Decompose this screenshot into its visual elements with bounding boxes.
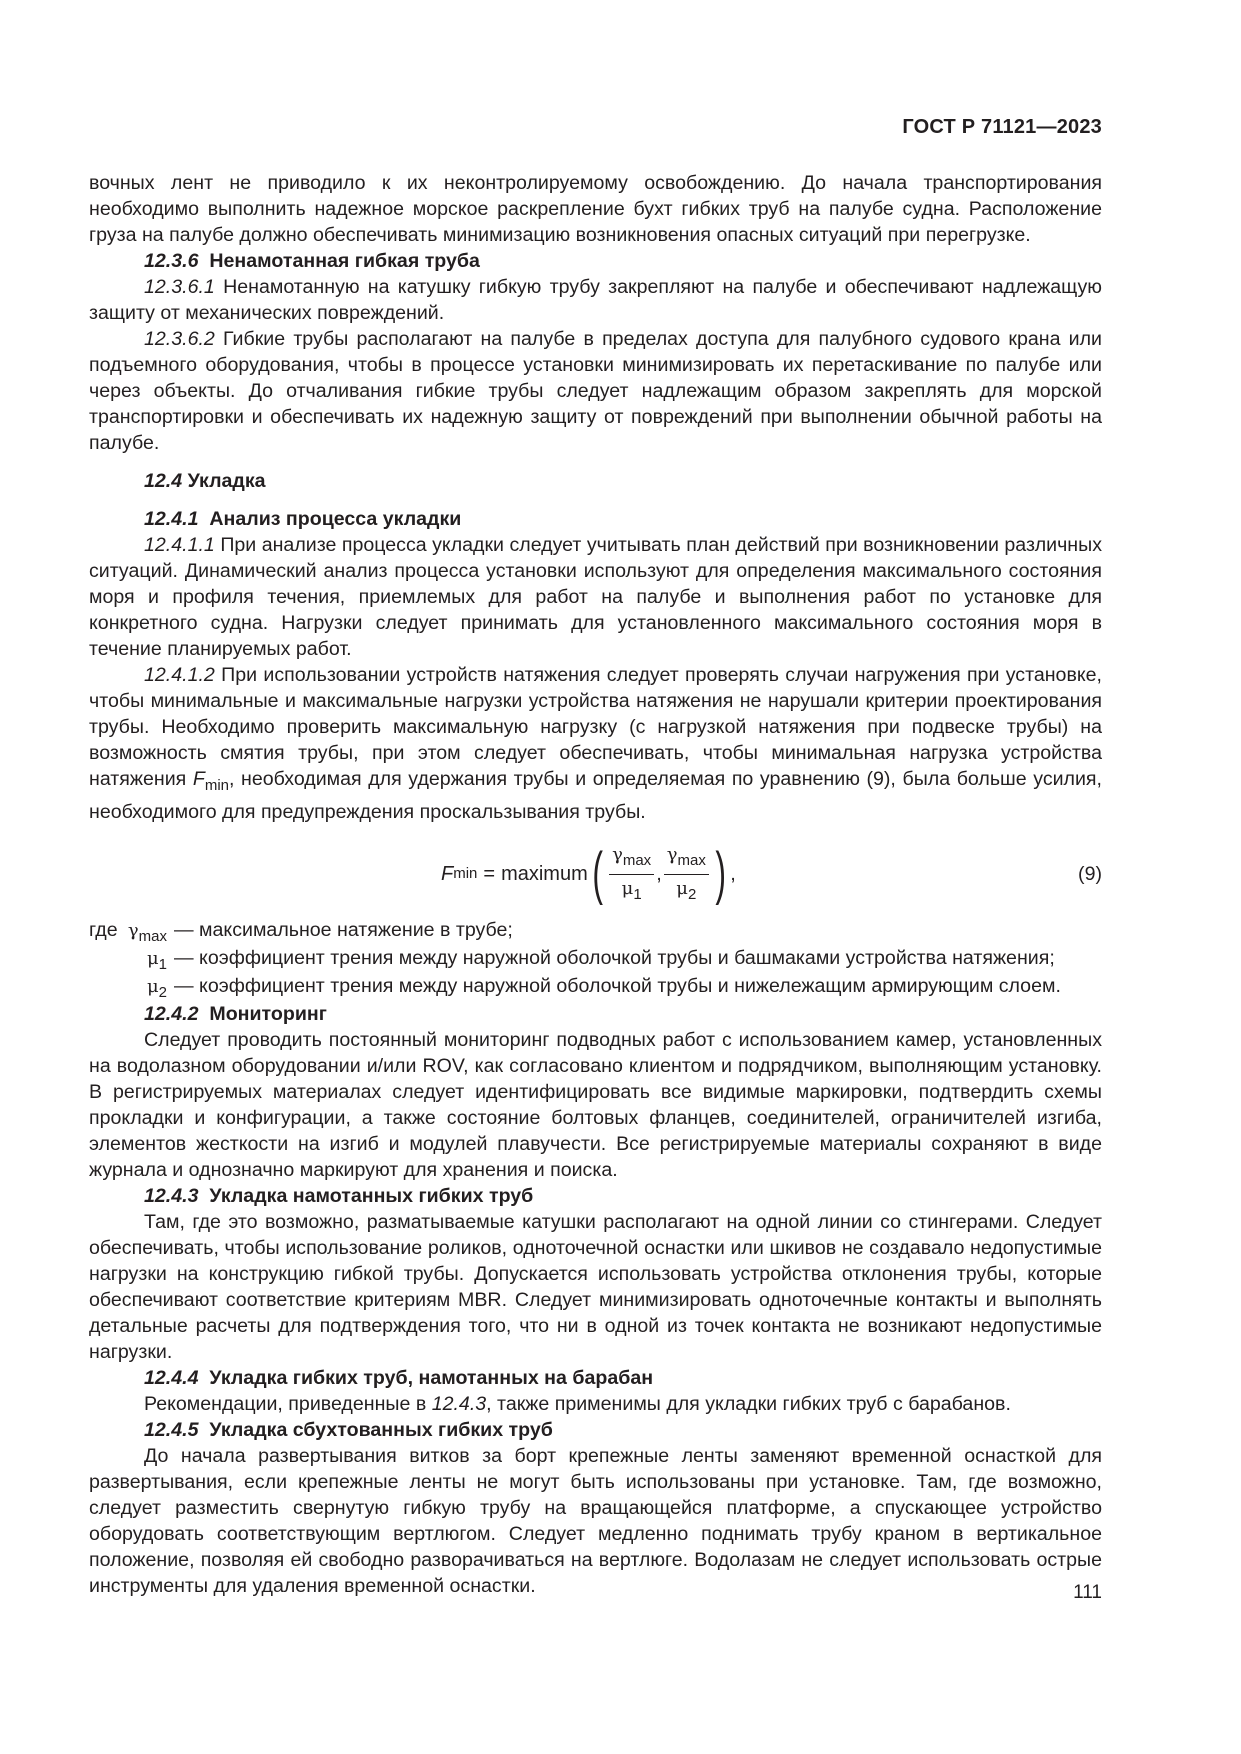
fraction-2 bbox=[664, 843, 709, 906]
legend-prefix: где bbox=[89, 919, 118, 941]
lhs-variable: F bbox=[441, 863, 454, 885]
section-number: 12.4.2 bbox=[144, 1003, 199, 1025]
heading-12-4-5 bbox=[89, 1417, 1102, 1443]
paragraph-12-4-5: До начала развертывания витков за борт крепежные ленты заменяют временной оснасткой для развертывания, если крепежные ленты не могут быть использованы при установке. Там, где возможно, следует разместить свернутую гибкую трубу на вращающейся платформе, а спускающее устройство оборудовать соответствующим вертлюгом. Следует медленно поднимать трубу краном в вертикальное положение, позволяя ей свободно разворачиваться на вертлюге. Водолазам не следует использовать острые инструменты для удаления временной оснастки. bbox=[89, 1445, 1102, 1597]
section-number: 12.4 bbox=[144, 470, 183, 492]
fraction-numerator bbox=[664, 843, 709, 875]
legend-text: максимальное натяжение в трубе; bbox=[199, 919, 513, 941]
lhs-subscript: min bbox=[453, 865, 478, 882]
section-number: 12.3.6 bbox=[144, 250, 199, 272]
section-title: Ненамотанная гибкая труба bbox=[209, 250, 480, 272]
legend-dash: — bbox=[174, 975, 194, 997]
section-number: 12.4.3 bbox=[144, 1185, 199, 1207]
clause-text: При использовании устройств натяжения следует проверять случаи нагружения при установке, чтобы минимальные и максимальные нагрузки устройства натяжения не нарушали критерии проектирования трубы. Необходимо проверить максимальную нагрузку (с нагрузкой натяжения при подвеске трубы) на возможность смятия трубы, при этом следует обеспечивать, чтобы минимальная нагрузка устройства натяжения bbox=[89, 664, 1102, 790]
fraction-1 bbox=[609, 843, 654, 906]
symbol-subscript: max bbox=[138, 928, 167, 945]
heading-12-4-1 bbox=[89, 506, 1102, 532]
clause-number: 12.3.6.2 bbox=[144, 328, 215, 350]
fraction-numerator bbox=[609, 843, 654, 875]
numerator-subscript: max bbox=[622, 851, 652, 869]
section-title: Укладка bbox=[187, 470, 266, 492]
section-number: 12.4.5 bbox=[144, 1419, 199, 1441]
clause-number: 12.4.1.2 bbox=[144, 664, 215, 686]
clause-text: Ненамотанную на катушку гибкую трубу закрепляют на палубе и обеспечивают надлежащую защиту от механических повреждений. bbox=[89, 276, 1102, 324]
equation-number: (9) bbox=[1078, 863, 1102, 885]
legend-row bbox=[89, 973, 1102, 1001]
fraction-denominator bbox=[673, 875, 699, 906]
equation-9 bbox=[89, 839, 1102, 909]
section-title: Анализ процесса укладки bbox=[209, 508, 462, 530]
legend-symbol bbox=[89, 973, 167, 1006]
equation-trailing-comma: , bbox=[730, 863, 736, 885]
section-number: 12.4.4 bbox=[144, 1367, 199, 1389]
legend-row bbox=[89, 945, 1102, 973]
variable-subscript: min bbox=[204, 777, 230, 794]
paragraph-12-3-6-2 bbox=[89, 326, 1102, 456]
legend-description bbox=[174, 945, 1055, 971]
fraction-denominator bbox=[619, 875, 645, 906]
intro-paragraph: вочных лент не приводило к их неконтролируемому освобождению. До начала транспортирования необходимо выполнить надежное морское раскрепление бухт гибких труб на палубе судна. Расположение груза на палубе должно обеспечивать минимизацию возникновения опасных ситуаций при перегрузке. bbox=[89, 172, 1102, 246]
paragraph-12-4-4 bbox=[89, 1391, 1102, 1417]
paragraph-12-3-6-1 bbox=[89, 274, 1102, 326]
numerator-subscript: max bbox=[677, 851, 706, 869]
legend-description bbox=[174, 973, 1061, 999]
clause-text-continued: , также применимы для укладки гибких труб с барабанов. bbox=[486, 1393, 1011, 1415]
denominator-subscript: 1 bbox=[633, 885, 642, 903]
equation-body bbox=[441, 839, 736, 909]
paragraph-12-4-3: Там, где это возможно, разматываемые катушки располагают на одной линии со стингерами. Следует обеспечивать, чтобы использование роликов, одноточечной оснастки или шкивов не создавало недопустимые нагрузки на конструкцию гибкой трубы. Допускается использовать устройства отклонения трубы, которые обеспечивают соответствие критериям MBR. Следует минимизировать одноточечные контакты и выполнять детальные расчеты для подтверждения того, что ни в одной из точек контакта не возникают недопустимые нагрузки. bbox=[89, 1211, 1102, 1363]
heading-12-3-6 bbox=[89, 248, 1102, 274]
section-title: Укладка сбухтованных гибких труб bbox=[209, 1419, 553, 1441]
heading-12-4 bbox=[89, 468, 1102, 494]
function-name: maximum bbox=[501, 863, 588, 885]
page-content bbox=[89, 170, 1102, 1599]
right-paren: ) bbox=[715, 841, 726, 906]
clause-text-continued: , необходимая для удержания трубы и определяемая по уравнению (9), была больше усилия, необходимого для предупреждения проскальзывания трубы. bbox=[89, 768, 1102, 823]
clause-number: 12.4.1.1 bbox=[144, 534, 215, 556]
gamma-symbol: γ bbox=[612, 843, 623, 865]
clause-text: Гибкие трубы располагают на палубе в пределах доступа для палубного судового крана или подъемного оборудования, чтобы в процессе установки минимизировать их перетаскивание по палубе или через объекты. До отчаливания гибкие трубы следует надлежащим образом закреплять для морской транспортировки и обеспечивать их надежную защиту от повреждений при выполнении обычной работы на палубе. bbox=[89, 328, 1102, 454]
legend-dash: — bbox=[174, 919, 194, 941]
section-title: Укладка гибких труб, намотанных на барабан bbox=[209, 1367, 654, 1389]
standard-designation: ГОСТ Р 71121—2023 bbox=[902, 116, 1102, 138]
fraction-separator: , bbox=[656, 863, 662, 885]
section-title: Укладка намотанных гибких труб bbox=[209, 1185, 534, 1207]
equals-sign: = bbox=[483, 863, 496, 885]
legend-text: коэффициент трения между наружной оболочкой трубы и башмаками устройства натяжения; bbox=[199, 947, 1055, 969]
left-paren: ( bbox=[592, 841, 603, 906]
mu-symbol: μ bbox=[146, 976, 159, 997]
legend-text: коэффициент трения между наружной оболочкой трубы и нижележащим армирующим слоем. bbox=[199, 975, 1061, 997]
heading-12-4-4 bbox=[89, 1365, 1102, 1391]
symbol-subscript: 1 bbox=[158, 956, 167, 973]
symbol-legend bbox=[89, 917, 1102, 1001]
legend-description bbox=[174, 917, 513, 943]
denominator-subscript: 2 bbox=[687, 885, 697, 903]
mu-symbol: μ bbox=[146, 948, 159, 969]
gamma-symbol: γ bbox=[127, 920, 139, 941]
paragraph-12-4-2: Следует проводить постоянный мониторинг подводных работ с использованием камер, установленных на водолазном оборудовании и/или ROV, как согласовано клиентом и подрядчиком, выполняющим установку. В регистрируемых материалах следует идентифицировать все видимые маркировки, подтвердить схемы прокладки и конфигурации, а также состояние болтовых фланцев, соединителей, ограничителей изгиба, элементов жесткости на изгиб и модулей плавучести. Все регистрируемые материалы сохраняют в виде журнала и однозначно маркируют для хранения и поиска. bbox=[89, 1029, 1102, 1181]
paragraph-12-4-1-1 bbox=[89, 532, 1102, 662]
mu-symbol: μ bbox=[621, 877, 634, 899]
cross-reference: 12.4.3 bbox=[431, 1393, 487, 1415]
section-title: Мониторинг bbox=[209, 1003, 327, 1025]
variable-f: F bbox=[192, 768, 205, 790]
page-number: 111 bbox=[1073, 1582, 1102, 1603]
heading-12-4-2 bbox=[89, 1001, 1102, 1027]
legend-row bbox=[89, 917, 1102, 945]
heading-12-4-3 bbox=[89, 1183, 1102, 1209]
legend-dash: — bbox=[174, 947, 194, 969]
symbol-subscript: 2 bbox=[158, 984, 167, 1001]
clause-number: 12.3.6.1 bbox=[144, 276, 215, 298]
gamma-symbol: γ bbox=[666, 843, 678, 865]
mu-symbol: μ bbox=[676, 877, 688, 899]
clause-text: Рекомендации, приведенные в bbox=[144, 1393, 427, 1415]
section-number: 12.4.1 bbox=[144, 508, 199, 530]
clause-text: При анализе процесса укладки следует учитывать план действий при возникновении различных ситуаций. Динамический анализ процесса установки используют для определения максимального состояния моря и профиля течения, приемлемых для работ на палубе и выполнения работ по установке для конкретного судна. Нагрузки следует принимать для установленного максимального состояния моря в течение планируемых работ. bbox=[89, 534, 1102, 660]
paragraph-12-4-1-2 bbox=[89, 662, 1102, 825]
